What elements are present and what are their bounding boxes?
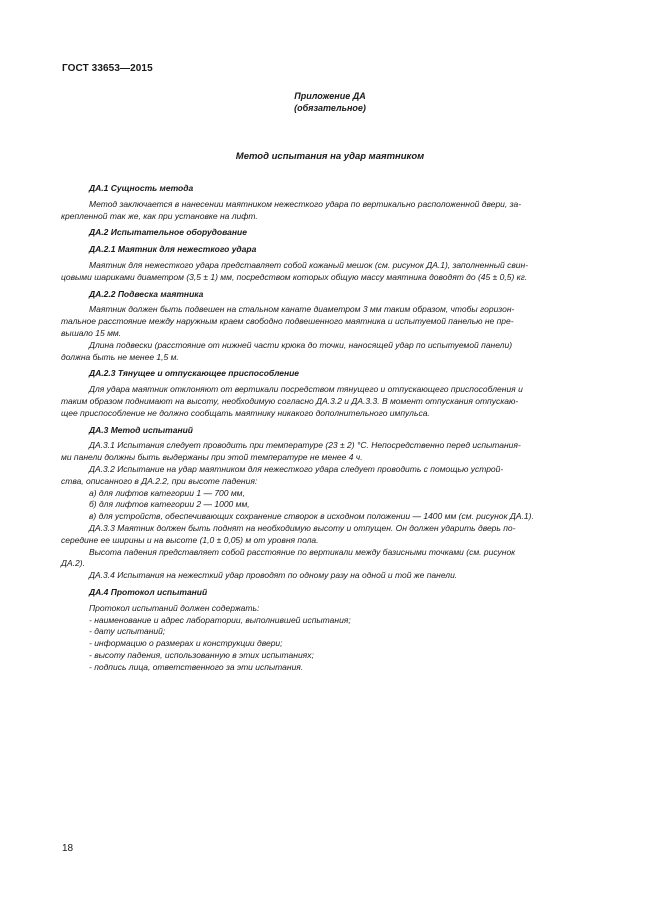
paragraph: Длина подвески (расстояние от нижней части крюка до точки, наносящей удар по испытуемой панели) (89, 339, 513, 350)
paragraph: ДА.3.4 Испытания на нежесткий удар проводят по одному разу на одной и той же панели. (89, 570, 458, 581)
protocol-list (89, 615, 601, 674)
section-heading-da3: ДА.3 Метод испытаний (89, 424, 193, 435)
section-heading-da1: ДА.1 Сущность метода (89, 183, 194, 193)
paragraph: тальное расстояние между наружным краем свободно подвешенного маятника и испытуемой панелью не пре- (61, 316, 514, 327)
paragraph: ДА.2). (61, 558, 85, 569)
paragraph: Протокол испытаний должен содержать: (89, 602, 260, 613)
paragraph: вышало 15 мм. (61, 327, 122, 338)
paragraph: крепленной так же, как при установке на лифт. (61, 210, 258, 221)
paragraph: ми панели должны быть выдержаны при этой температуре не менее 4 ч. (61, 452, 363, 463)
appendix-type: (обязательное) (294, 103, 366, 113)
paragraph: ДА.3.2 Испытание на удар маятником для нежесткого удара следует проводить с помощью устрой- (89, 463, 504, 474)
section-heading-da21: ДА.2.1 Маятник для нежесткого удара (89, 244, 257, 255)
paragraph: таким образом поднимают на высоту, необходимую согласно ДА.3.2 и ДА.3.3. В момент отпускания отпускаю- (61, 395, 519, 406)
page-number: 18 (62, 843, 74, 854)
list-item: а) для лифтов категории 1 — 700 мм, (89, 487, 245, 498)
list-item: - наименование и адрес лаборатории, выполнившей испытания; (89, 615, 601, 627)
section-heading-da4: ДА.4 Протокол испытаний (89, 586, 208, 597)
paragraph: Маятник должен быть подвешен на стальном канате диаметром 3 мм таким образом, чтобы горизон- (89, 304, 515, 315)
paragraph: середине ее ширины и на высоте (1,0 ± 0,05) м от уровня пола. (61, 534, 319, 545)
section-heading-da2: ДА.2 Испытательное оборудование (89, 227, 247, 238)
paragraph: Для удара маятник отклоняют от вертикали посредством тянущего и отпускающего приспособления и (89, 384, 523, 395)
appendix-label: Приложение ДА (294, 91, 366, 101)
list-item: - подпись лица, ответственного за эти испытания. (89, 662, 601, 674)
list-item: б) для лифтов категории 2 — 1000 мм, (89, 499, 250, 510)
paragraph: Метод заключается в нанесении маятником нежесткого удара по вертикально расположенной двери, за- (89, 198, 522, 209)
list-item: в) для устройств, обеспечивающих сохранение створок в исходном положении — 1400 мм (см. рисунок ДА.1). (89, 511, 534, 522)
list-item: - дату испытаний; (89, 626, 601, 638)
section-heading-da22: ДА.2.2 Подвеска маятника (89, 288, 204, 299)
paragraph: щее приспособление не должно сообщать маятнику никакого дополнительного импульса. (61, 407, 430, 418)
document-id: ГОСТ 33653—2015 (62, 63, 153, 74)
paragraph: Высота падения представляет собой расстояние по вертикали между базисными точками (см. рисунок (89, 546, 516, 557)
paragraph: ДА.3.3 Маятник должен быть поднят на необходимую высоту и отпущен. Он должен ударить дверь по- (89, 522, 516, 533)
list-item: - информацию о размерах и конструкции двери; (89, 638, 601, 650)
section-heading-da23: ДА.2.3 Тянущее и отпускающее приспособление (89, 368, 300, 379)
paragraph: должна быть не менее 1,5 м. (61, 351, 179, 362)
paragraph: ства, описанного в ДА.2.2, при высоте падения: (61, 475, 258, 486)
list-item: - высоту падения, использованную в этих испытаниях; (89, 650, 601, 662)
paragraph: ДА.3.1 Испытания следует проводить при температуре (23 ± 2) °С. Непосредственно перед испытания- (89, 440, 521, 451)
paragraph: цовыми шариками диаметром (3,5 ± 1) мм, посредством которых общую массу маятника доводят до (45 ± 0,5) кг. (61, 271, 528, 282)
document-body (61, 178, 601, 673)
page-title: Метод испытания на удар маятником (235, 151, 425, 162)
paragraph: Маятник для нежесткого удара представляет собой кожаный мешок (см. рисунок ДА.1), заполненный свин- (89, 259, 529, 270)
